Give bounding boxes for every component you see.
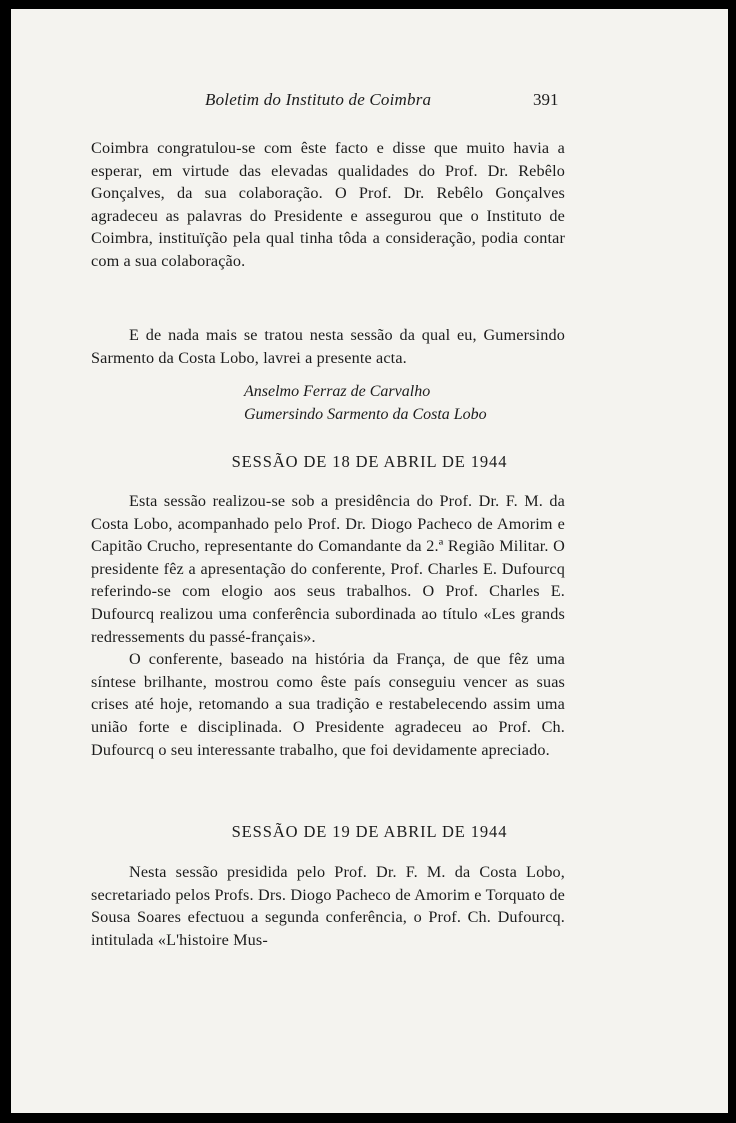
running-title: Boletim do Instituto de Coimbra (205, 90, 432, 109)
paragraph: Nesta sessão presidida pelo Prof. Dr. F. M. da Costa Lobo, secretariado pelos Profs. Drs. Diogo Pacheco de Amorim e Torquato de Sousa Soares efectuou a segunda conferência, o Prof. Ch. Dufourcq. intitulada «L'histoire Mus- (91, 863, 565, 949)
signature-block (244, 381, 487, 426)
session-19-april-body (91, 861, 565, 951)
paragraph-closing-previous (91, 137, 565, 273)
session-18-april-body (91, 490, 565, 761)
paragraph: O conferente, baseado na história da França, de que fêz uma síntese brilhante, mostrou como êste país conseguiu vencer as suas crises até hoje, retomando a sua tradição e restabelecendo assim uma união forte e disciplinada. O Presidente agradeceu ao Prof. Ch. Dufourcq o seu interessante trabalho, que foi devidamente apreciado. (91, 650, 565, 759)
paragraph-acta (91, 324, 565, 369)
section-heading-18-april: SESSÃO DE 18 DE ABRIL DE 1944 (231, 452, 508, 471)
paragraph: E de nada mais se tratou nesta sessão da qual eu, Gumersindo Sarmento da Costa Lobo, lavrei a presente acta. (91, 326, 565, 367)
signature-secretary: Gumersindo Sarmento da Costa Lobo (244, 405, 487, 423)
paragraph: Esta sessão realizou-se sob a presidência do Prof. Dr. F. M. da Costa Lobo, acompanhado pelo Prof. Dr. Diogo Pacheco de Amorim e Capitão Crucho, representante do Comandante da 2.ª Região Militar. O presidente fêz a apresentação do conferente, Prof. Charles E. Dufourcq referindo-se com elogio aos seus trabalhos. O Prof. Charles E. Dufourcq realizou uma conferência subordinada ao título «Les grands redressements du passé-français». (91, 492, 565, 646)
paragraph: Coimbra congratulou-se com êste facto e disse que muito havia a esperar, em virtude das elevadas qualidades do Prof. Dr. Rebêlo Gonçalves, da sua colaboração. O Prof. Dr. Rebêlo Gonçalves agradeceu as palavras do Presidente e assegurou que o Instituto de Coimbra, instituïção pela qual tinha tôda a consideração, podia contar com a sua colaboração. (91, 139, 565, 270)
page-header (11, 90, 728, 116)
document-page (11, 9, 728, 1113)
page-number: 391 (533, 90, 559, 109)
signature-president: Anselmo Ferraz de Carvalho (244, 383, 431, 400)
section-heading-19-april: SESSÃO DE 19 DE ABRIL DE 1944 (231, 822, 508, 841)
